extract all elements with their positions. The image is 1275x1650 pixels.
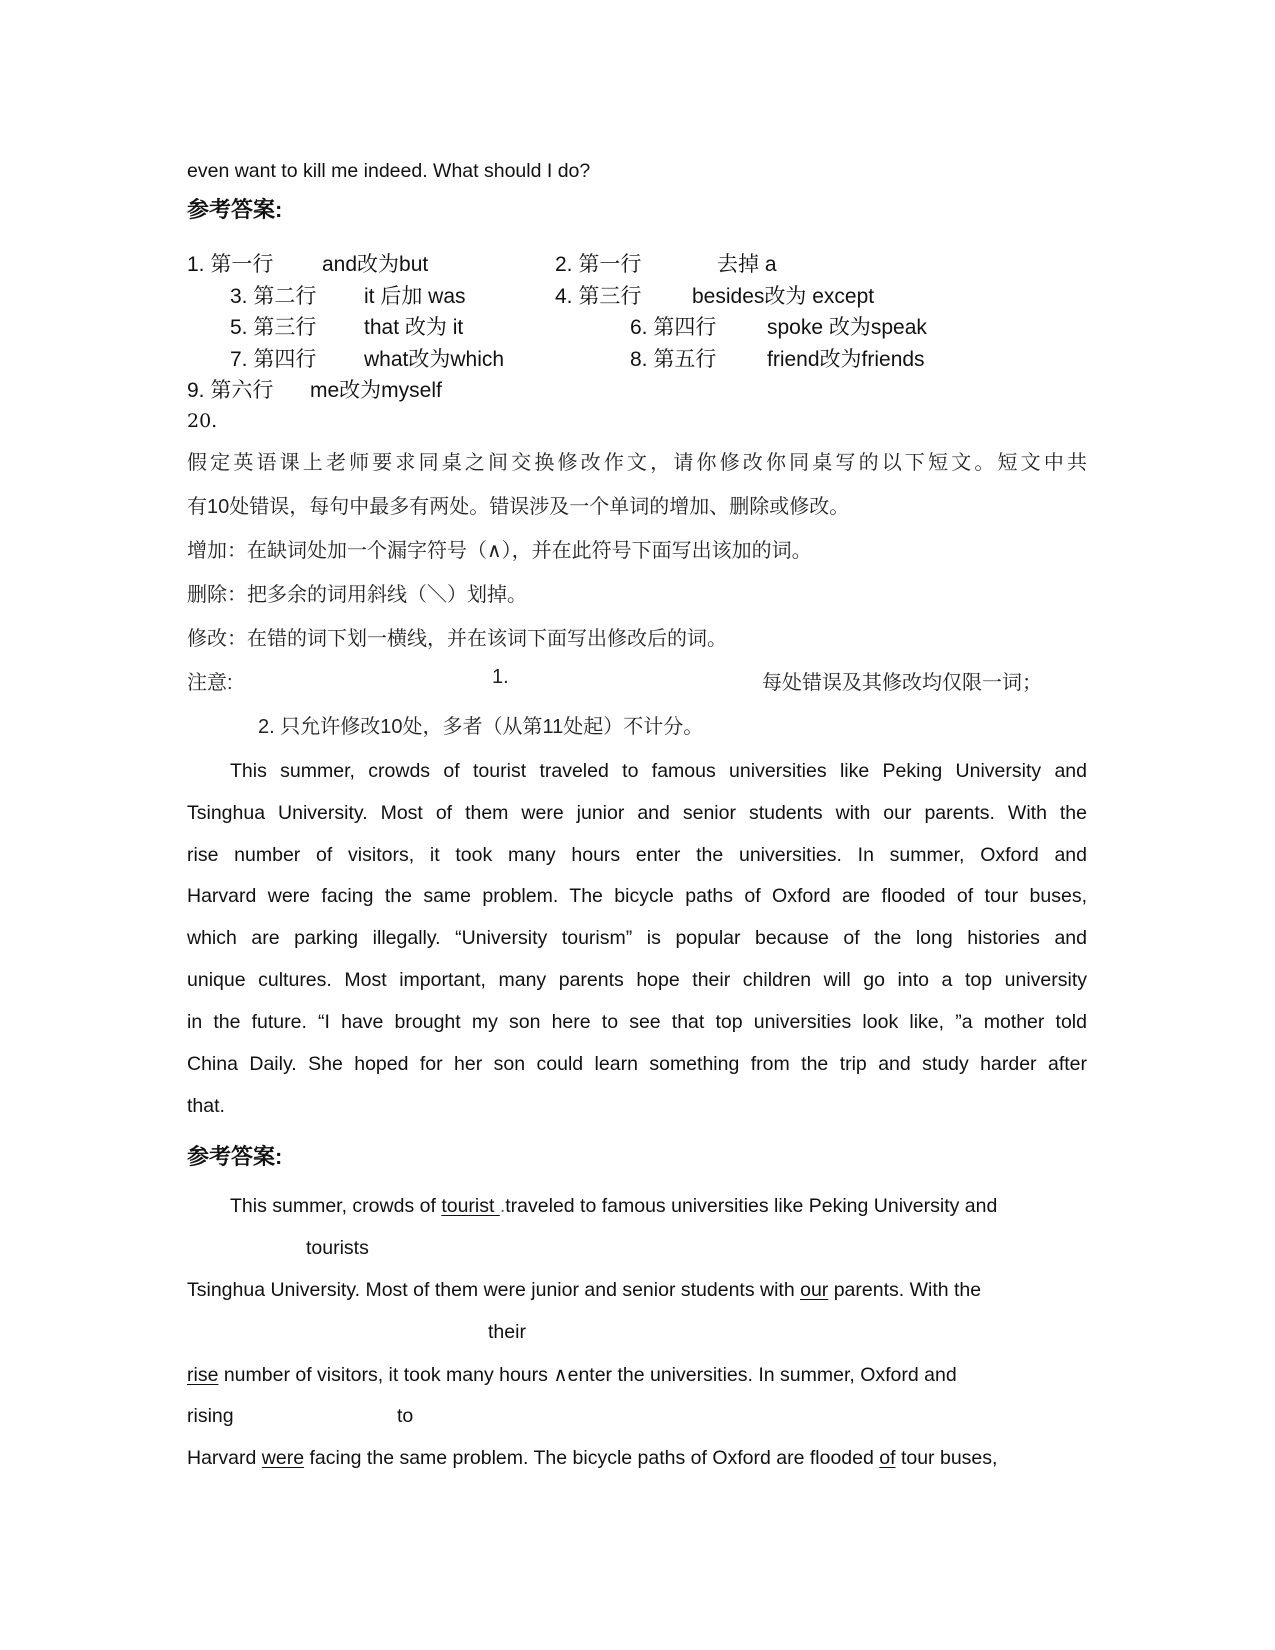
edit-mark: . (499, 1195, 506, 1217)
corrected-line-1: This summer, crowds of tourist .traveled to famous universities like Peking University and (230, 1195, 998, 1217)
note-1-text: 每处错误及其修改均仅限一词； (762, 672, 1042, 694)
passage-line: Tsinghua University. Most of them were junior and senior students with our parents. With the (187, 802, 1087, 824)
answer-5-fix: that 改为 it (364, 316, 464, 339)
passage-line: This summer, crowds of tourist traveled to famous universities like Peking University and (230, 760, 1087, 782)
corrected-line-2: Tsinghua University. Most of them were junior and senior students with our parents. With the (187, 1279, 982, 1301)
answer-6-line: 6. 第四行 (630, 316, 717, 339)
correction-word: tourists (306, 1237, 369, 1259)
note-1-number: 1. (492, 666, 509, 688)
note-2: 2. 只允许修改10处，多者（从第11处起）不计分。 (258, 716, 704, 738)
answer-9-fix: me改为myself (310, 379, 442, 402)
passage-line: in the future. “I have brought my son here to see that top universities look like, ”a mother told (187, 1011, 1087, 1033)
correction-word: their (488, 1321, 526, 1343)
answer-4-line: 4. 第三行 (555, 285, 642, 308)
answer-3-fix: it 后加 was (364, 285, 466, 308)
insert-caret: ∧ (553, 1364, 568, 1386)
answer-3-line: 3. 第二行 (230, 285, 317, 308)
instruction-line-2: 有10处错误，每句中最多有两处。错误涉及一个单词的增加、删除或修改。 (187, 496, 850, 518)
answer-heading-2: 参考答案: (187, 1144, 283, 1169)
question-number: 20. (187, 410, 218, 432)
answer-8-fix: friend改为friends (767, 348, 925, 371)
passage-line: rise number of visitors, it took many hours enter the universities. In summer, Oxford and (187, 844, 1087, 866)
prev-question-last-line: even want to kill me indeed. What should I do? (187, 160, 591, 182)
answer-4-fix: besides改为 except (692, 285, 875, 308)
answer-1-fix: and改为but (322, 253, 429, 276)
answer-2-line: 2. 第一行 (555, 253, 642, 276)
answer-7-line: 7. 第四行 (230, 348, 317, 371)
error-word: were (261, 1447, 305, 1469)
answer-1-line: 1. 第一行 (187, 253, 274, 276)
passage-line: which are parking illegally. “University tourism” is popular because of the long histories and (187, 927, 1087, 949)
passage-line: that. (187, 1095, 225, 1117)
note-label: 注意: (187, 672, 233, 694)
add-rule: 增加：在缺词处加一个漏字符号（∧），并在此符号下面写出该加的词。 (187, 540, 812, 562)
corrected-line-4: Harvard were facing the same problem. The bicycle paths of Oxford are flooded of tour buses, (187, 1447, 998, 1469)
corrected-line-3: rise number of visitors, it took many hours ∧enter the universities. In summer, Oxford and (187, 1364, 957, 1386)
error-word: tourist (441, 1195, 500, 1217)
delete-rule: 删除：把多余的词用斜线（＼）划掉。 (187, 584, 527, 606)
answer-5-line: 5. 第三行 (230, 316, 317, 339)
answer-8-line: 8. 第五行 (630, 348, 717, 371)
error-word: rise (187, 1364, 219, 1386)
answer-heading-1: 参考答案: (187, 197, 283, 222)
answer-7-fix: what改为which (364, 348, 505, 371)
passage-line: unique cultures. Most important, many parents hope their children will go into a top university (187, 969, 1087, 991)
error-word: our (800, 1279, 829, 1301)
passage-line: Harvard were facing the same problem. The bicycle paths of Oxford are flooded of tour buses, (187, 885, 1087, 907)
error-word: of (879, 1447, 896, 1469)
answer-6-fix: spoke 改为speak (767, 316, 927, 339)
passage-line: China Daily. She hoped for her son could learn something from the trip and study harder after (187, 1053, 1087, 1075)
answer-9-line: 9. 第六行 (187, 379, 274, 402)
correction-word: to (397, 1405, 414, 1427)
modify-rule: 修改：在错的词下划一横线，并在该词下面写出修改后的词。 (187, 628, 727, 650)
correction-word: rising (187, 1405, 234, 1427)
instruction-line-1: 假定英语课上老师要求同桌之间交换修改作文，请你修改你同桌写的以下短文。短文中共 (187, 452, 1087, 474)
answer-2-fix: 去掉 a (717, 253, 777, 276)
